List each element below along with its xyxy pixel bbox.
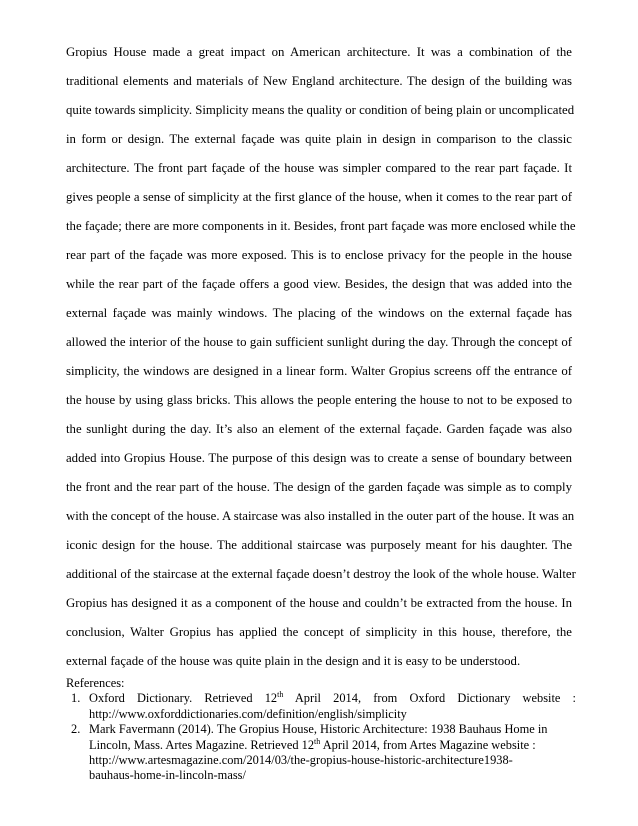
- reference-url: http://www.oxforddictionaries.com/definition/english/simplicity: [89, 706, 407, 721]
- paragraph-line: with the concept of the house. A staircase was also installed in the outer part of the house. It was an: [66, 509, 575, 523]
- paragraph-line: Gropius House made a great impact on American architecture. It was a combination of the: [66, 45, 572, 59]
- paragraph-line: the façade; there are more components in it. Besides, front part façade was more enclosed while the: [66, 219, 576, 233]
- paragraph-line: architecture. The front part façade of the house was simpler compared to the rear part façade. It: [66, 161, 572, 175]
- paragraph-line: additional of the staircase at the external façade doesn’t destroy the look of the whole house. Walter: [66, 567, 576, 581]
- reference-url: bauhaus-home-in-lincoln-mass/: [89, 768, 246, 783]
- reference-line: Mark Favermann (2014). The Gropius House, Historic Architecture: 1938 Bauhaus Home in: [89, 722, 548, 737]
- paragraph-line: external façade was mainly windows. The placing of the windows on the external façade has: [66, 306, 572, 320]
- paragraph-line: gives people a sense of simplicity at the first glance of the house, when it comes to the rear part of: [66, 190, 572, 204]
- ordinal-suffix: th: [314, 736, 321, 746]
- ordinal-suffix: th: [277, 690, 284, 700]
- paragraph-line: the sunlight during the day. It’s also an element of the external façade. Garden façade was also: [66, 422, 572, 436]
- reference-text: April 2014, from Oxford Dictionary website :: [283, 691, 577, 706]
- reference-line: [89, 738, 576, 753]
- reference-number: 1.: [71, 691, 81, 706]
- reference-line: [89, 691, 576, 706]
- references-heading: References:: [66, 676, 125, 690]
- paragraph-line: the front and the rear part of the house. The design of the garden façade was simple as to comply: [66, 480, 572, 494]
- reference-text: April 2014, from Artes Magazine website :: [320, 737, 536, 752]
- paragraph-line: rear part of the façade was more exposed. This is to enclose privacy for the people in the house: [66, 248, 572, 262]
- reference-text: Oxford Dictionary. Retrieved 12: [89, 691, 278, 706]
- paragraph-line: external façade of the house was quite plain in the design and it is easy to be understood.: [66, 654, 521, 668]
- paragraph-line: iconic design for the house. The additional staircase was purposely meant for his daughter. The: [66, 538, 572, 552]
- reference-item: [68, 691, 576, 722]
- reference-text: Lincoln, Mass. Artes Magazine. Retrieved 12: [89, 737, 315, 752]
- reference-url: http://www.artesmagazine.com/2014/03/the-gropius-house-historic-architecture1938-: [89, 753, 513, 768]
- reference-item: [68, 722, 576, 784]
- paragraph-line: in form or design. The external façade was quite plain in design in comparison to the classic: [66, 132, 572, 146]
- paragraph-line: quite towards simplicity. Simplicity means the quality or condition of being plain or uncomplicated: [66, 103, 575, 117]
- paragraph-line: while the rear part of the façade offers a good view. Besides, the design that was added into the: [66, 277, 572, 291]
- paragraph-line: conclusion, Walter Gropius has applied the concept of simplicity in this house, therefore, the: [66, 625, 572, 639]
- reference-number: 2.: [71, 722, 81, 737]
- paragraph-line: traditional elements and materials of New England architecture. The design of the building was: [66, 74, 572, 88]
- paragraph-line: simplicity, the windows are designed in a linear form. Walter Gropius screens off the entrance of: [66, 364, 572, 378]
- paragraph-line: allowed the interior of the house to gain sufficient sunlight during the day. Through the concept of: [66, 335, 572, 349]
- paragraph-line: the house by using glass bricks. This allows the people entering the house to not to be exposed to: [66, 393, 572, 407]
- paragraph-line: Gropius has designed it as a component of the house and couldn’t be extracted from the house. In: [66, 596, 572, 610]
- paragraph-line: added into Gropius House. The purpose of this design was to create a sense of boundary between: [66, 451, 572, 465]
- references-section: [66, 676, 576, 784]
